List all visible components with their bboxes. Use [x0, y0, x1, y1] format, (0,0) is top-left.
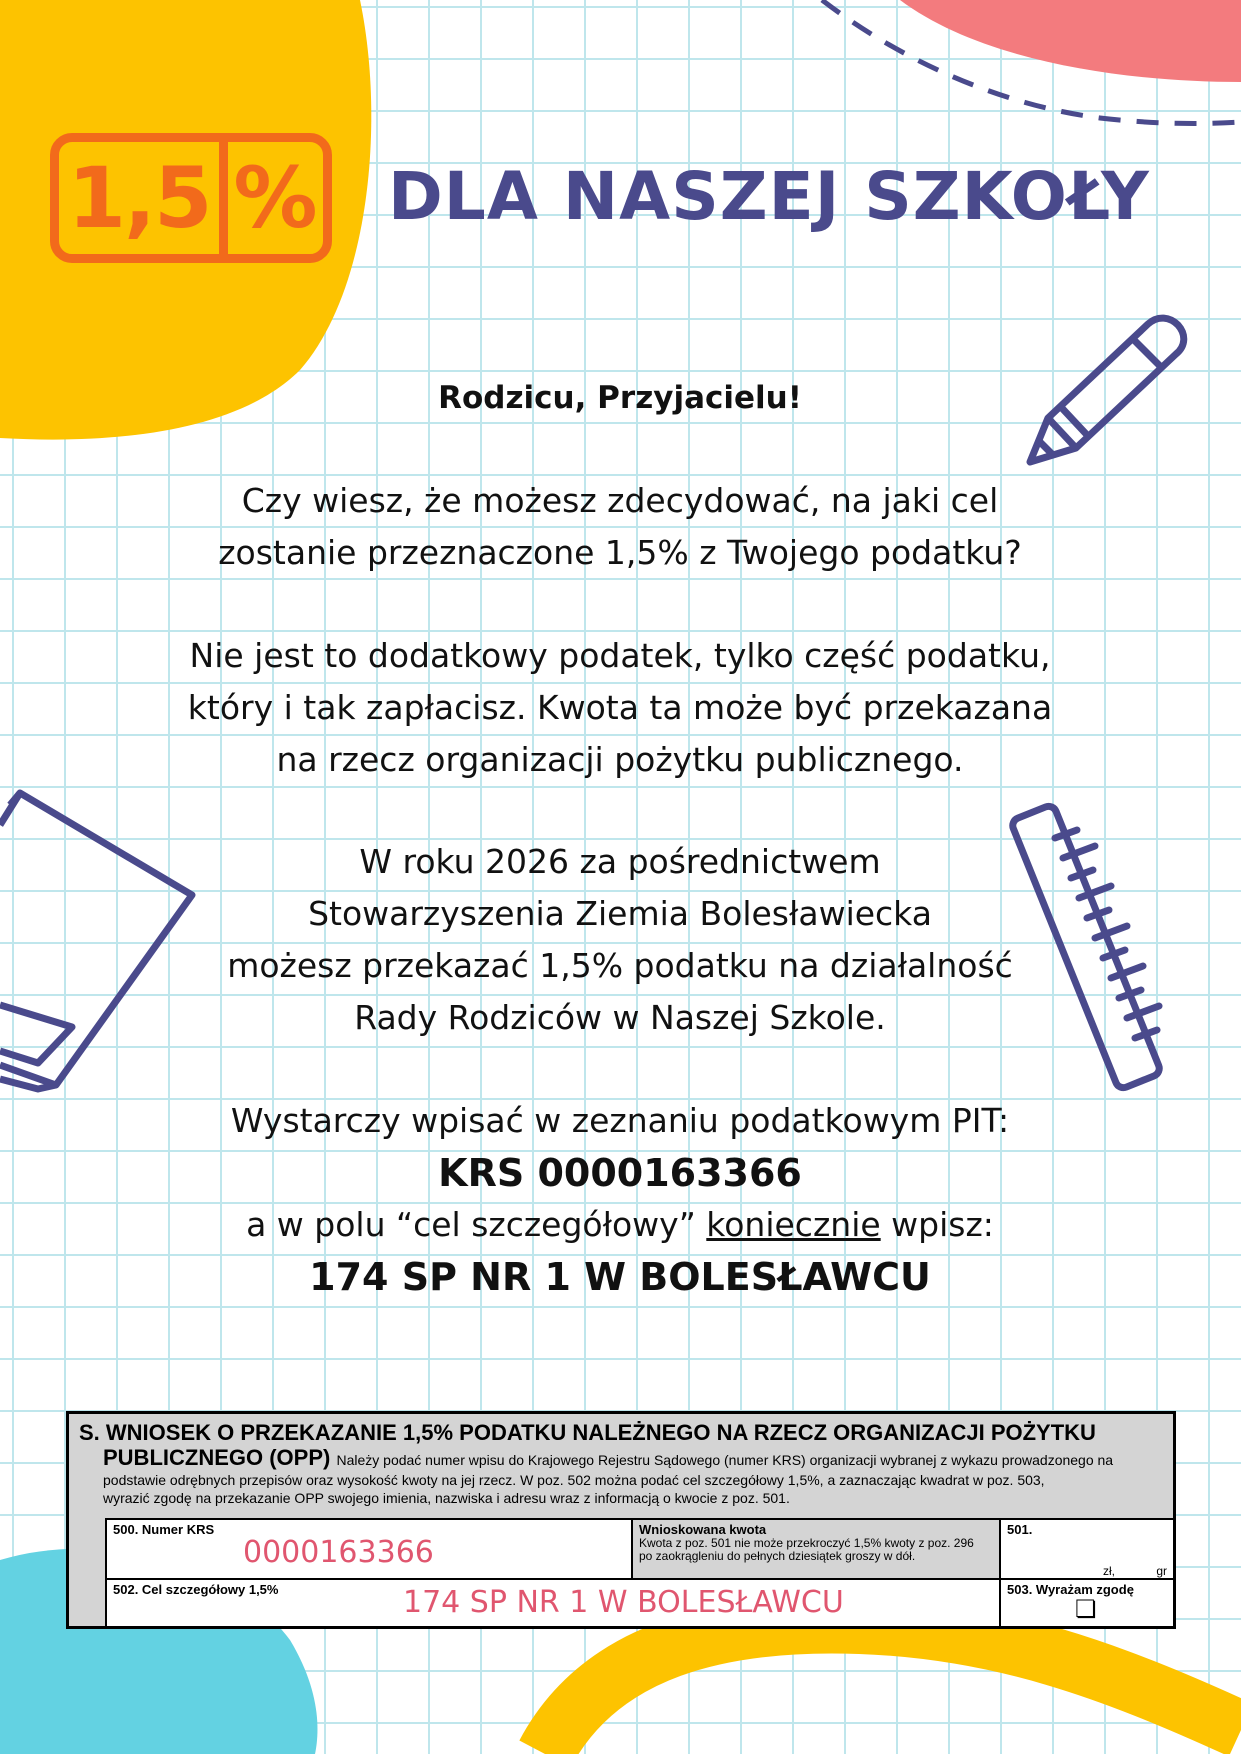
paragraph-association-text: W roku 2026 za pośrednictwem Stowarzyszenia Ziemia Bolesławiecka możesz przekazać 1,5% podatku na działalność Rady Rodziców w Naszej Szkole.	[227, 842, 1013, 1037]
form-description-inline: Należy podać numer wpisu do Krajowego Rejestru Sądowego (numer KRS) organizacji wybranej z wykazu prowadzonego na	[336, 1452, 1114, 1468]
yellow-arc-bottom-right	[545, 1624, 1241, 1754]
krs-number: KRS 0000163366	[438, 1151, 802, 1195]
page-title: DLA NASZEJ SZKOŁY	[388, 158, 1150, 235]
paragraph-explanation	[120, 630, 1120, 786]
badge-number: 1,5	[67, 149, 211, 247]
field-502-label: 502. Cel szczegółowy 1,5%	[113, 1582, 279, 1597]
form-heading2-row	[79, 1445, 1163, 1471]
form-description-line3: wyrazić zgodę na przekazanie OPP swojego imienia, nazwiska i adresu wraz z informacją o kwocie z poz. 501.	[103, 1490, 790, 1506]
currency-zl: zł,	[1103, 1564, 1115, 1578]
field-503	[1001, 1580, 1173, 1626]
instruction-line1: Wystarczy wpisać w zeznaniu podatkowym PIT:	[230, 1101, 1010, 1140]
field-501-label: 501.	[1007, 1522, 1033, 1537]
instruction-line2-after: wpisz:	[880, 1205, 994, 1244]
greeting	[100, 372, 1140, 424]
field-500-label: 500. Numer KRS	[113, 1522, 215, 1537]
badge-percent: %	[219, 142, 323, 254]
consent-checkbox[interactable]: ❏	[1075, 1596, 1097, 1623]
instruction-line2-underlined: koniecznie	[706, 1205, 881, 1244]
currency-gr: gr	[1156, 1564, 1167, 1578]
field-500[interactable]	[107, 1520, 633, 1580]
form-header	[69, 1414, 1173, 1520]
amount-note: Kwota z poz. 501 nie może przekroczyć 1,5% kwoty z poz. 296 po zaokrągleniu do pełnych dziesiątek groszy w dół.	[639, 1536, 974, 1563]
paragraph-intro	[120, 475, 1120, 579]
greeting-text: Rodzicu, Przyjacielu!	[438, 380, 802, 416]
coral-blob-top-right	[900, 0, 1241, 82]
field-502-value: 174 SP NR 1 W BOLESŁAWCU	[403, 1585, 844, 1620]
pit-form-section	[66, 1411, 1176, 1629]
field-500-value: 0000163366	[243, 1535, 434, 1570]
field-502[interactable]	[107, 1580, 1001, 1626]
field-501[interactable]	[1001, 1520, 1173, 1580]
instruction-line2-before: a w polu “cel szczegółowy”	[246, 1205, 707, 1244]
instruction-block	[120, 1095, 1120, 1303]
field-503-label: 503. Wyrażam zgodę	[1007, 1582, 1134, 1597]
paragraph-association	[120, 836, 1120, 1044]
instruction-line2	[120, 1199, 1120, 1251]
percent-badge	[50, 133, 332, 263]
target-school: 174 SP NR 1 W BOLESŁAWCU	[309, 1255, 931, 1299]
form-description-line2: podstawie odrębnych przepisów oraz wysokość kwoty na jej rzecz. W poz. 502 można podać cel szczegółowy 1,5%, a zaznaczając kwadrat w poz. 503,	[103, 1472, 1045, 1488]
paragraph-intro-text: Czy wiesz, że możesz zdecydować, na jaki cel zostanie przeznaczone 1,5% z Twojego podatku?	[218, 481, 1022, 572]
form-heading2: PUBLICZNEGO (OPP)	[103, 1445, 331, 1470]
amount-label: Wnioskowana kwota	[639, 1522, 767, 1537]
amount-info	[633, 1520, 1001, 1580]
form-heading: S. WNIOSEK O PRZEKAZANIE 1,5% PODATKU NALEŻNEGO NA RZECZ ORGANIZACJI POŻYTKU	[79, 1420, 1096, 1445]
form-grid	[105, 1518, 1173, 1626]
paragraph-explanation-text: Nie jest to dodatkowy podatek, tylko część podatku, który i tak zapłacisz. Kwota ta może być przekazana na rzecz organizacji pożytku publicznego.	[187, 636, 1053, 779]
